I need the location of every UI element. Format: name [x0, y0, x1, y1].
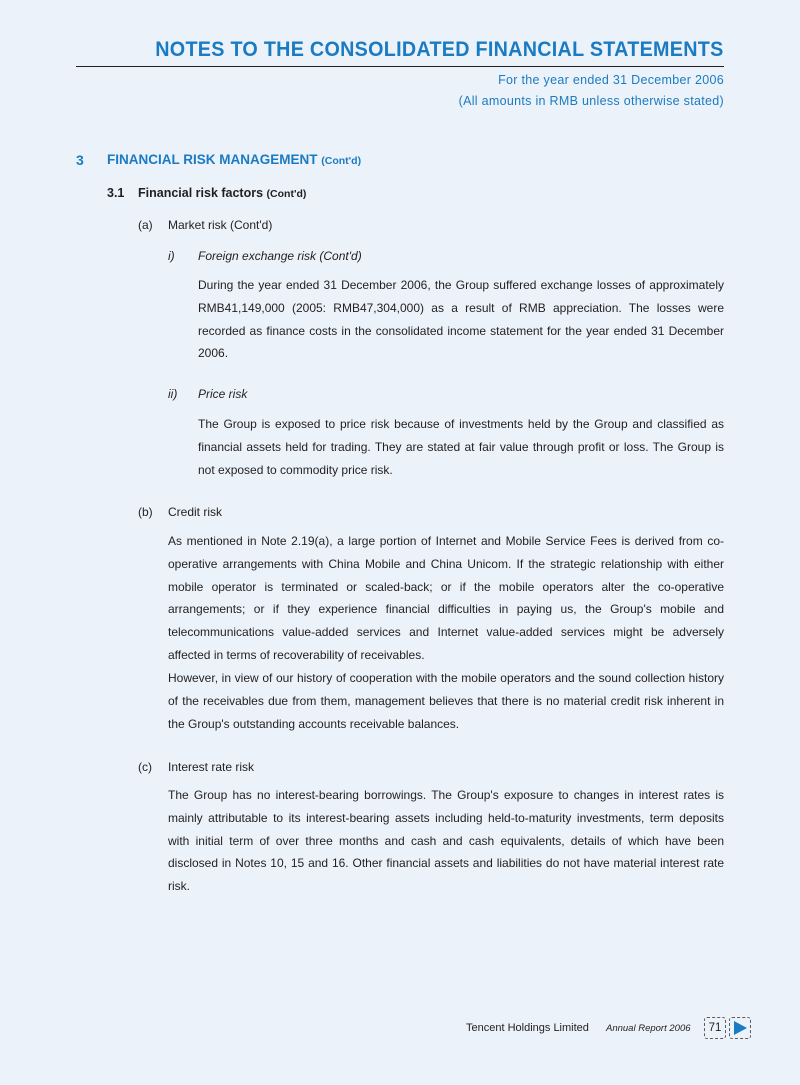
- subsection-title: [138, 186, 306, 200]
- header-period: For the year ended 31 December 2006: [498, 73, 724, 87]
- item-b-paragraph-2: However, in view of our history of cooperation with the mobile operators and the sound collection history of the receivables due from them, management believes that there is no material credit risk inherent in the Group's outstanding accounts receivable balances.: [168, 671, 724, 731]
- subsection-number: 3.1: [107, 186, 125, 200]
- section-number: 3: [76, 152, 84, 168]
- item-a-ii-label: ii): [168, 387, 178, 401]
- section-title-suffix: (Cont'd): [321, 155, 362, 167]
- play-triangle-icon: [732, 1020, 748, 1036]
- header-divider: [76, 66, 724, 67]
- item-c-label: (c): [138, 760, 152, 774]
- item-b-paragraph-1: As mentioned in Note 2.19(a), a large portion of Internet and Mobile Service Fees is derived from co-operative arrangements with China Mobile and China Unicom. If the strategic relationship with either mobile operator is terminated or scaled-back; or if the mobile operators alter the co-operative arrangements; or if they experience financial difficulties in paying us, the Group's mobile and telecommunications value-added services and Internet value-added services might be adversely affected in terms of recoverability of receivables.: [168, 534, 724, 662]
- item-a-label: (a): [138, 218, 153, 232]
- section-title-text: FINANCIAL RISK MANAGEMENT: [107, 152, 318, 167]
- item-a-i-title: Foreign exchange risk (Cont'd): [198, 249, 362, 263]
- footer-report-title: Annual Report 2006: [606, 1023, 691, 1034]
- subsection-title-suffix: (Cont'd): [266, 188, 307, 200]
- page-header-title: NOTES TO THE CONSOLIDATED FINANCIAL STATEMENTS: [155, 38, 724, 61]
- item-c-title: Interest rate risk: [168, 760, 255, 774]
- header-currency-note: (All amounts in RMB unless otherwise stated): [458, 94, 724, 108]
- item-a-i-label: i): [168, 249, 175, 263]
- subsection-title-text: Financial risk factors: [138, 186, 264, 200]
- item-a-ii-title: Price risk: [198, 387, 248, 401]
- section-title: [107, 152, 361, 167]
- item-b-label: (b): [138, 505, 153, 519]
- footer-company-name: Tencent Holdings Limited: [466, 1022, 589, 1034]
- item-a-ii-paragraph: The Group is exposed to price risk because of investments held by the Group and classified as financial assets held for trading. They are stated at fair value through profit or loss. The Group is not exposed to commodity price risk.: [198, 417, 724, 477]
- next-page-button[interactable]: [729, 1017, 751, 1039]
- item-b-title: Credit risk: [168, 505, 223, 519]
- item-a-title: Market risk (Cont'd): [168, 218, 273, 232]
- item-a-i-paragraph: During the year ended 31 December 2006, the Group suffered exchange losses of approximately RMB41,149,000 (2005: RMB47,304,000) as a result of RMB appreciation. The losses were recorded as finance costs in the consolidated income statement for the year ended 31 December 2006.: [198, 278, 724, 361]
- item-c-paragraph: The Group has no interest-bearing borrowings. The Group's exposure to changes in interest rates is mainly attributable to its interest-bearing assets including held-to-maturity investments, term deposits with initial term of over three months and cash and cash equivalents, details of which have been disclosed in Notes 10, 15 and 16. Other financial assets and liabilities do not have material interest rate risk.: [168, 788, 724, 894]
- page-number: 71: [704, 1017, 726, 1039]
